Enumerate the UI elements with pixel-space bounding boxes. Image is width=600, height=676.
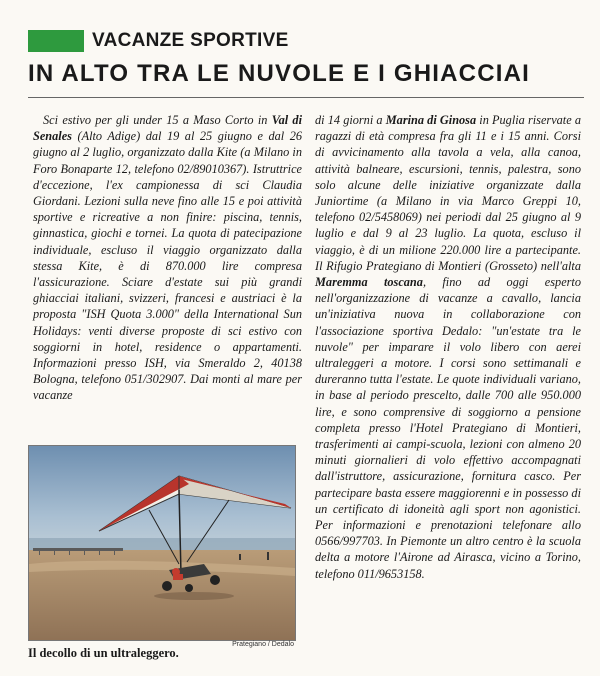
- col2-text-e: , fino ad oggi esperto nell'organizzazione di vacanze a cavallo, lancia un'iniziativa nuova in collaborazione con l'associazione sportiva Dedalo: "un'estate tra le nuvole" per imparare il volo libero con aerei ultraleggeri a motore. I corsi sono settimanali e dureranno tutta l'estate. Le quote individuali variano, in base al periodo prescelto, dalle 700 alle 950.000 lire, e sono comprensive di soggiorno a pensione completa presso l'Hotel Prategiano di Montieri, trasferimenti ai campi-scuola, lezioni con almeno 20 minuti giornalieri di volo effettivo accompagnati dall'istruttore, assicurazione, fornitura casco. Per partecipare basta essere maggiorenni e in possesso di un certificato di idoneità agli sport non agonistici. Per informazioni e prenotazioni telefonare allo 0566/997703. In Piemonte un altro centro è la scuola delta a motore l'Airone ad Airasca, vicino a Torino, telefono 011/9653158.: [315, 275, 581, 581]
- col2-text-c: in Puglia riservate a ragazzi di età compresa fra gli 11 e i 15 anni. Corsi di avvicinamento alla tavola a vela, alla canoa, attività balneare, escursioni, tennis, palestra, sono solo alcune delle iniziative organizzate dalla Juniortime (a Milano in via Marco Greppi 10, telefono 02/5458069) nei periodi dal 25 giugno al 9 luglio e dal 9 al 23 luglio. La quota, escluso il viaggio, è di un milione 220.000 lire a partecipante. Il Rifugio Prategiano di Montieri (Grosseto) nell'alta: [315, 113, 581, 273]
- headline-rule: [28, 97, 584, 98]
- section-kicker: [28, 28, 289, 54]
- section-color-bar: [28, 30, 84, 52]
- article-column-2: [315, 112, 581, 582]
- col2-bold-maremma-toscana: Maremma toscana: [315, 275, 423, 290]
- col2-text-a: di 14 giorni a: [315, 113, 386, 127]
- col1-text-a: Sci estivo per gli under 15 a Maso Corto in: [43, 113, 272, 127]
- article-column-1: [33, 112, 302, 404]
- col2-bold-marina-di-ginosa: Marina di Ginosa: [385, 113, 477, 127]
- photo-caption: Il decollo di un ultraleggero.: [28, 646, 179, 660]
- col1-text-c: (Alto Adige) dal 19 al 25 giugno e dal 26 giugno al 2 luglio, organizzato dalla Kite (a Milano in Foro Bonaparte 12, telefono 02/89010367). Istruttrice d'eccezione, l'ex campionessa di sci Claudia Giordani. Lezioni sulla neve fino alle 15 e poi attività sportive e ricreative a non finire: piscina, tennis, ginnastica, giochi e tornei. La quota di patecipazione individuale, escluso il viaggio organizzato dalla stessa Kite, è di 870.000 lire compresa l'assicurazione. Sciare d'estate sui più grandi ghiacciai italiani, svizzeri, francesi e austriaci è la proposta "ISH Quota 3.000" della International Sun Holidays: venti diverse proposte di sci estivo con soggiorni in hotel, residence o appartamenti. Informazioni presso ISH, via Smeraldo 2, 40138 Bologna, telefono 051/302907. Dai monti al mare per vacanze: [33, 129, 302, 403]
- section-label: VACANZE SPORTIVE: [92, 30, 289, 51]
- ultralight-photo-illustration: [29, 446, 295, 640]
- article-headline: IN ALTO TRA LE NUVOLE E I GHIACCIAI: [28, 60, 531, 87]
- ultralight-photo: [28, 445, 296, 641]
- photo-credit: Prategiano / Dedalo: [232, 641, 294, 648]
- col1-bold-val-di-senales: Val di Senales: [33, 113, 302, 144]
